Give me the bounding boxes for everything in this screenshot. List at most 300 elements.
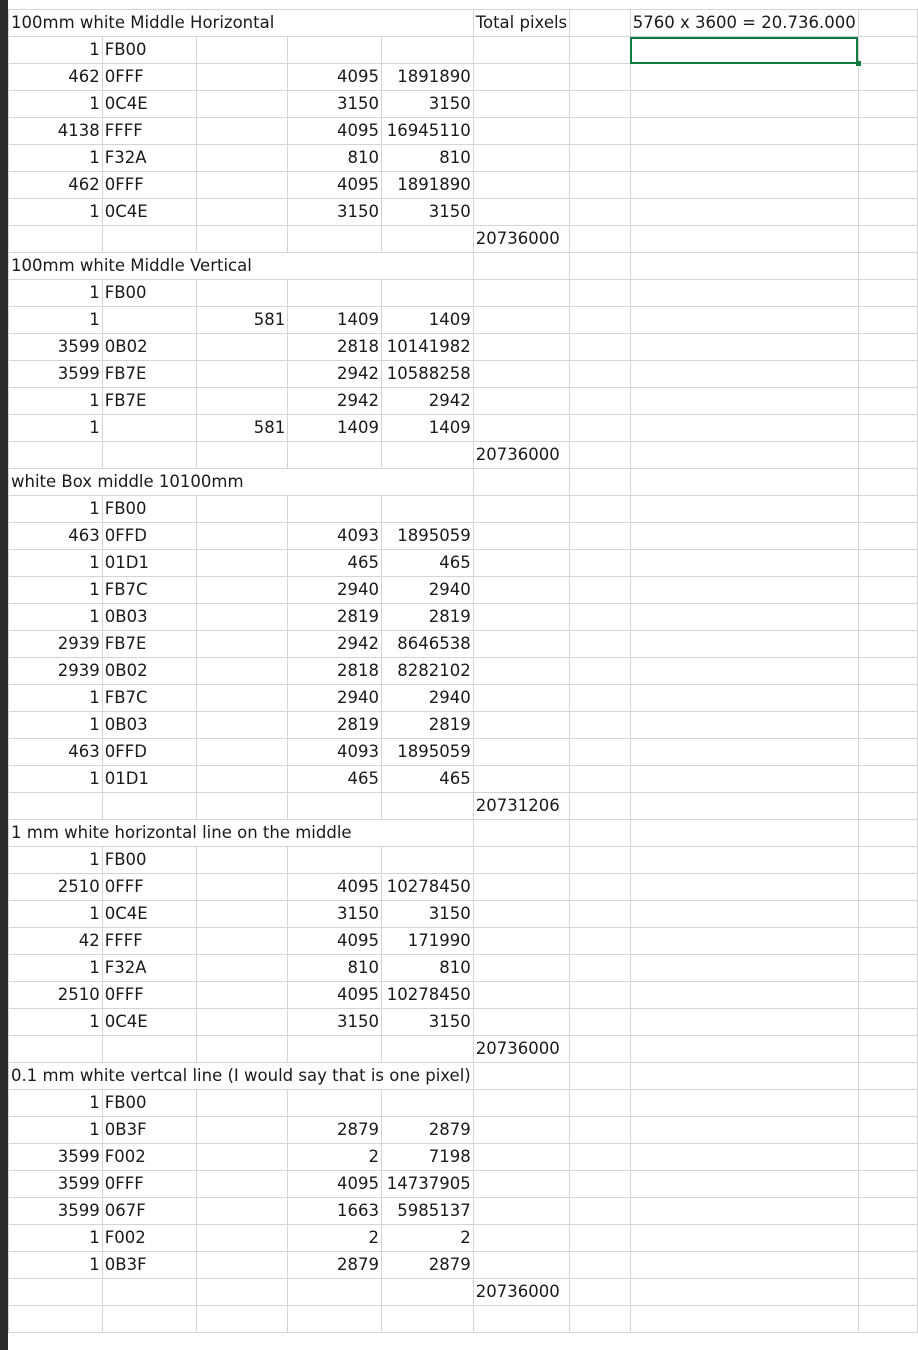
mid-cell[interactable] [196,1225,288,1252]
empty-cell[interactable] [858,64,917,91]
total-pixels-label[interactable]: Total pixels [473,10,569,37]
empty-cell[interactable] [858,388,917,415]
empty-cell[interactable] [570,1306,631,1333]
empty-cell[interactable] [473,739,569,766]
value-cell[interactable]: 2819 [288,604,382,631]
empty-cell[interactable] [570,64,631,91]
empty-cell[interactable] [858,766,917,793]
empty-cell[interactable] [630,739,858,766]
empty-cell[interactable] [473,658,569,685]
empty-cell[interactable] [858,1009,917,1036]
code-cell[interactable]: F002 [102,1225,196,1252]
empty-cell[interactable] [570,523,631,550]
empty-cell[interactable] [288,442,382,469]
mid-cell[interactable]: 581 [196,307,288,334]
empty-cell[interactable] [288,1279,382,1306]
empty-cell[interactable] [570,766,631,793]
value-cell[interactable]: 4095 [288,982,382,1009]
empty-cell[interactable] [858,442,917,469]
empty-cell[interactable] [473,199,569,226]
mid-cell[interactable] [196,604,288,631]
empty-cell[interactable] [630,955,858,982]
product-cell[interactable]: 2 [381,1225,473,1252]
count-cell[interactable]: 1 [9,496,103,523]
empty-cell[interactable] [196,1036,288,1063]
count-cell[interactable]: 2939 [9,658,103,685]
mid-cell[interactable] [196,361,288,388]
code-cell[interactable]: FB00 [102,37,196,64]
mid-cell[interactable] [196,1090,288,1117]
empty-cell[interactable] [570,550,631,577]
empty-cell[interactable] [196,1306,288,1333]
empty-cell[interactable] [630,1036,858,1063]
count-cell[interactable]: 1 [9,388,103,415]
empty-cell[interactable] [630,1063,858,1090]
empty-cell[interactable] [858,1117,917,1144]
empty-cell[interactable] [858,253,917,280]
code-cell[interactable]: 0B02 [102,334,196,361]
empty-cell[interactable] [570,712,631,739]
empty-cell[interactable] [630,253,858,280]
empty-cell[interactable] [381,1306,473,1333]
empty-cell[interactable] [858,280,917,307]
mid-cell[interactable] [196,496,288,523]
empty-cell[interactable] [858,361,917,388]
product-cell[interactable]: 2819 [381,712,473,739]
empty-cell[interactable] [288,793,382,820]
empty-cell[interactable] [570,982,631,1009]
empty-cell[interactable] [630,280,858,307]
empty-cell[interactable] [570,145,631,172]
empty-cell[interactable] [196,442,288,469]
empty-cell[interactable] [630,118,858,145]
product-cell[interactable]: 5985137 [381,1198,473,1225]
code-cell[interactable] [102,307,196,334]
empty-cell[interactable] [473,496,569,523]
empty-cell[interactable] [570,1117,631,1144]
value-cell[interactable]: 2818 [288,334,382,361]
product-cell[interactable] [381,847,473,874]
empty-cell[interactable] [570,226,631,253]
empty-cell[interactable] [473,577,569,604]
empty-cell[interactable] [630,1009,858,1036]
count-cell[interactable]: 42 [9,928,103,955]
count-cell[interactable]: 1 [9,1225,103,1252]
count-cell[interactable]: 462 [9,64,103,91]
value-cell[interactable]: 465 [288,766,382,793]
empty-cell[interactable] [473,1063,569,1090]
count-cell[interactable]: 1 [9,415,103,442]
empty-cell[interactable] [858,469,917,496]
empty-cell[interactable] [858,415,917,442]
value-cell[interactable]: 4095 [288,1171,382,1198]
count-cell[interactable]: 2939 [9,631,103,658]
value-cell[interactable]: 2879 [288,1117,382,1144]
count-cell[interactable]: 3599 [9,1198,103,1225]
empty-cell[interactable] [630,226,858,253]
empty-cell[interactable] [196,226,288,253]
product-cell[interactable]: 10278450 [381,874,473,901]
mid-cell[interactable] [196,91,288,118]
section-total[interactable]: 20736000 [473,1036,569,1063]
value-cell[interactable]: 1663 [288,1198,382,1225]
empty-cell[interactable] [473,1225,569,1252]
empty-cell[interactable] [473,1171,569,1198]
empty-cell[interactable] [473,37,569,64]
product-cell[interactable]: 1891890 [381,172,473,199]
empty-cell[interactable] [570,442,631,469]
empty-cell[interactable] [473,145,569,172]
count-cell[interactable]: 1 [9,1090,103,1117]
code-cell[interactable]: 0FFD [102,739,196,766]
value-cell[interactable]: 810 [288,955,382,982]
empty-cell[interactable] [630,1306,858,1333]
empty-cell[interactable] [381,226,473,253]
code-cell[interactable]: 01D1 [102,766,196,793]
resolution-note[interactable]: 5760 x 3600 = 20.736.000 [630,10,858,37]
code-cell[interactable]: FFFF [102,928,196,955]
section-title[interactable]: 100mm white Middle Horizontal [9,10,474,37]
empty-cell[interactable] [570,37,631,64]
code-cell[interactable]: FB7E [102,631,196,658]
empty-cell[interactable] [570,1144,631,1171]
mid-cell[interactable] [196,1144,288,1171]
product-cell[interactable]: 1895059 [381,739,473,766]
value-cell[interactable]: 2942 [288,361,382,388]
section-total[interactable]: 20736000 [473,226,569,253]
code-cell[interactable]: FB00 [102,1090,196,1117]
empty-cell[interactable] [473,766,569,793]
value-cell[interactable]: 4093 [288,523,382,550]
code-cell[interactable]: 067F [102,1198,196,1225]
empty-cell[interactable] [630,658,858,685]
empty-cell[interactable] [858,604,917,631]
count-cell[interactable]: 3599 [9,361,103,388]
value-cell[interactable]: 465 [288,550,382,577]
empty-cell[interactable] [630,631,858,658]
empty-cell[interactable] [858,1171,917,1198]
empty-cell[interactable] [630,1171,858,1198]
empty-cell[interactable] [570,199,631,226]
value-cell[interactable]: 3150 [288,91,382,118]
mid-cell[interactable] [196,901,288,928]
value-cell[interactable]: 2 [288,1225,382,1252]
code-cell[interactable]: 0FFF [102,1171,196,1198]
value-cell[interactable]: 810 [288,145,382,172]
empty-cell[interactable] [570,307,631,334]
count-cell[interactable]: 4138 [9,118,103,145]
empty-cell[interactable] [570,496,631,523]
empty-cell[interactable] [630,847,858,874]
empty-cell[interactable] [473,334,569,361]
product-cell[interactable]: 16945110 [381,118,473,145]
product-cell[interactable]: 3150 [381,1009,473,1036]
product-cell[interactable] [381,496,473,523]
code-cell[interactable] [102,415,196,442]
value-cell[interactable]: 2940 [288,685,382,712]
empty-cell[interactable] [473,1144,569,1171]
empty-cell[interactable] [630,712,858,739]
mid-cell[interactable]: 581 [196,415,288,442]
mid-cell[interactable] [196,1171,288,1198]
value-cell[interactable]: 4095 [288,928,382,955]
mid-cell[interactable] [196,1117,288,1144]
mid-cell[interactable] [196,577,288,604]
product-cell[interactable]: 810 [381,955,473,982]
empty-cell[interactable] [473,874,569,901]
empty-cell[interactable] [102,793,196,820]
empty-cell[interactable] [858,91,917,118]
empty-cell[interactable] [570,1036,631,1063]
empty-cell[interactable] [570,901,631,928]
mid-cell[interactable] [196,1198,288,1225]
empty-cell[interactable] [473,901,569,928]
empty-cell[interactable] [570,1252,631,1279]
empty-cell[interactable] [630,685,858,712]
value-cell[interactable] [288,496,382,523]
value-cell[interactable]: 2818 [288,658,382,685]
count-cell[interactable]: 462 [9,172,103,199]
value-cell[interactable] [288,37,382,64]
count-cell[interactable]: 1 [9,37,103,64]
empty-cell[interactable] [9,226,103,253]
mid-cell[interactable] [196,712,288,739]
empty-cell[interactable] [630,1279,858,1306]
mid-cell[interactable] [196,523,288,550]
value-cell[interactable] [288,847,382,874]
empty-cell[interactable] [102,1306,196,1333]
product-cell[interactable]: 2940 [381,685,473,712]
empty-cell[interactable] [570,1090,631,1117]
value-cell[interactable] [288,280,382,307]
value-cell[interactable]: 1409 [288,307,382,334]
section-total[interactable]: 20731206 [473,793,569,820]
value-cell[interactable]: 4095 [288,172,382,199]
code-cell[interactable]: 0B3F [102,1117,196,1144]
empty-cell[interactable] [858,1090,917,1117]
mid-cell[interactable] [196,631,288,658]
empty-cell[interactable] [630,361,858,388]
empty-cell[interactable] [858,577,917,604]
empty-cell[interactable] [570,955,631,982]
empty-cell[interactable] [858,874,917,901]
product-cell[interactable]: 465 [381,550,473,577]
count-cell[interactable]: 1 [9,91,103,118]
empty-cell[interactable] [630,766,858,793]
product-cell[interactable]: 10141982 [381,334,473,361]
empty-cell[interactable] [570,685,631,712]
empty-cell[interactable] [630,1198,858,1225]
code-cell[interactable]: FB7E [102,388,196,415]
empty-cell[interactable] [9,1036,103,1063]
empty-cell[interactable] [570,1198,631,1225]
empty-cell[interactable] [288,1036,382,1063]
empty-cell[interactable] [858,955,917,982]
empty-cell[interactable] [630,469,858,496]
empty-cell[interactable] [858,658,917,685]
empty-cell[interactable] [473,847,569,874]
empty-cell[interactable] [570,253,631,280]
product-cell[interactable]: 465 [381,766,473,793]
empty-cell[interactable] [473,361,569,388]
product-cell[interactable]: 3150 [381,199,473,226]
empty-cell[interactable] [102,226,196,253]
empty-cell[interactable] [102,442,196,469]
empty-cell[interactable] [473,1009,569,1036]
empty-cell[interactable] [570,874,631,901]
code-cell[interactable]: FB7C [102,577,196,604]
count-cell[interactable]: 1 [9,847,103,874]
empty-cell[interactable] [858,1198,917,1225]
product-cell[interactable]: 171990 [381,928,473,955]
empty-cell[interactable] [630,820,858,847]
code-cell[interactable]: 0FFF [102,874,196,901]
empty-cell[interactable] [473,280,569,307]
selected-cell[interactable] [630,37,858,64]
empty-cell[interactable] [858,901,917,928]
empty-cell[interactable] [570,793,631,820]
value-cell[interactable]: 3150 [288,199,382,226]
value-cell[interactable]: 1409 [288,415,382,442]
count-cell[interactable]: 1 [9,307,103,334]
count-cell[interactable]: 463 [9,739,103,766]
empty-cell[interactable] [9,1279,103,1306]
mid-cell[interactable] [196,550,288,577]
mid-cell[interactable] [196,739,288,766]
product-cell[interactable]: 2819 [381,604,473,631]
product-cell[interactable]: 1409 [381,415,473,442]
mid-cell[interactable] [196,658,288,685]
value-cell[interactable]: 2942 [288,631,382,658]
empty-cell[interactable] [381,1036,473,1063]
count-cell[interactable]: 1 [9,199,103,226]
empty-cell[interactable] [570,631,631,658]
count-cell[interactable]: 1 [9,604,103,631]
empty-cell[interactable] [102,1036,196,1063]
empty-cell[interactable] [858,793,917,820]
value-cell[interactable]: 4095 [288,874,382,901]
product-cell[interactable]: 3150 [381,91,473,118]
empty-cell[interactable] [630,523,858,550]
section-total[interactable]: 20736000 [473,442,569,469]
count-cell[interactable]: 3599 [9,334,103,361]
empty-cell[interactable] [473,91,569,118]
mid-cell[interactable] [196,280,288,307]
code-cell[interactable]: F32A [102,145,196,172]
value-cell[interactable]: 4095 [288,118,382,145]
empty-cell[interactable] [570,415,631,442]
empty-cell[interactable] [858,982,917,1009]
code-cell[interactable]: FB00 [102,847,196,874]
empty-cell[interactable] [570,361,631,388]
empty-cell[interactable] [570,388,631,415]
product-cell[interactable]: 2879 [381,1117,473,1144]
code-cell[interactable]: 0FFF [102,64,196,91]
empty-cell[interactable] [858,1306,917,1333]
code-cell[interactable]: F002 [102,1144,196,1171]
product-cell[interactable] [381,37,473,64]
empty-cell[interactable] [858,10,917,37]
empty-cell[interactable] [381,1279,473,1306]
empty-cell[interactable] [473,1252,569,1279]
empty-cell[interactable] [630,550,858,577]
code-cell[interactable]: 01D1 [102,550,196,577]
product-cell[interactable]: 810 [381,145,473,172]
empty-cell[interactable] [858,820,917,847]
code-cell[interactable]: 0FFD [102,523,196,550]
value-cell[interactable]: 4093 [288,739,382,766]
count-cell[interactable]: 1 [9,712,103,739]
count-cell[interactable]: 1 [9,685,103,712]
empty-cell[interactable] [196,1279,288,1306]
empty-cell[interactable] [473,64,569,91]
empty-cell[interactable] [630,1090,858,1117]
empty-cell[interactable] [630,307,858,334]
empty-cell[interactable] [473,928,569,955]
empty-cell[interactable] [570,604,631,631]
code-cell[interactable]: 0C4E [102,1009,196,1036]
code-cell[interactable]: 0B03 [102,604,196,631]
count-cell[interactable]: 2510 [9,874,103,901]
empty-cell[interactable] [570,577,631,604]
code-cell[interactable]: FB00 [102,280,196,307]
value-cell[interactable] [288,1090,382,1117]
empty-cell[interactable] [570,1225,631,1252]
product-cell[interactable]: 2879 [381,1252,473,1279]
code-cell[interactable]: FB7C [102,685,196,712]
product-cell[interactable]: 1409 [381,307,473,334]
code-cell[interactable]: 0FFF [102,982,196,1009]
empty-cell[interactable] [473,172,569,199]
empty-cell[interactable] [630,199,858,226]
empty-cell[interactable] [570,1279,631,1306]
empty-cell[interactable] [630,1117,858,1144]
count-cell[interactable]: 2510 [9,982,103,1009]
count-cell[interactable]: 1 [9,1117,103,1144]
empty-cell[interactable] [858,172,917,199]
section-title[interactable]: 0.1 mm white vertcal line (I would say that is one pixel) [9,1063,474,1090]
empty-cell[interactable] [473,307,569,334]
value-cell[interactable]: 2 [288,1144,382,1171]
count-cell[interactable]: 1 [9,1252,103,1279]
mid-cell[interactable] [196,874,288,901]
count-cell[interactable]: 1 [9,145,103,172]
empty-cell[interactable] [630,793,858,820]
code-cell[interactable]: 0B02 [102,658,196,685]
empty-cell[interactable] [473,631,569,658]
value-cell[interactable]: 2942 [288,388,382,415]
mid-cell[interactable] [196,388,288,415]
mid-cell[interactable] [196,64,288,91]
product-cell[interactable] [381,280,473,307]
empty-cell[interactable] [473,118,569,145]
empty-cell[interactable] [473,982,569,1009]
value-cell[interactable]: 2879 [288,1252,382,1279]
empty-cell[interactable] [473,685,569,712]
empty-cell[interactable] [630,874,858,901]
product-cell[interactable]: 8282102 [381,658,473,685]
product-cell[interactable]: 1895059 [381,523,473,550]
empty-cell[interactable] [630,1252,858,1279]
empty-cell[interactable] [570,658,631,685]
mid-cell[interactable] [196,118,288,145]
empty-cell[interactable] [381,793,473,820]
empty-cell[interactable] [473,604,569,631]
count-cell[interactable]: 1 [9,577,103,604]
mid-cell[interactable] [196,1009,288,1036]
empty-cell[interactable] [630,172,858,199]
empty-cell[interactable] [570,928,631,955]
